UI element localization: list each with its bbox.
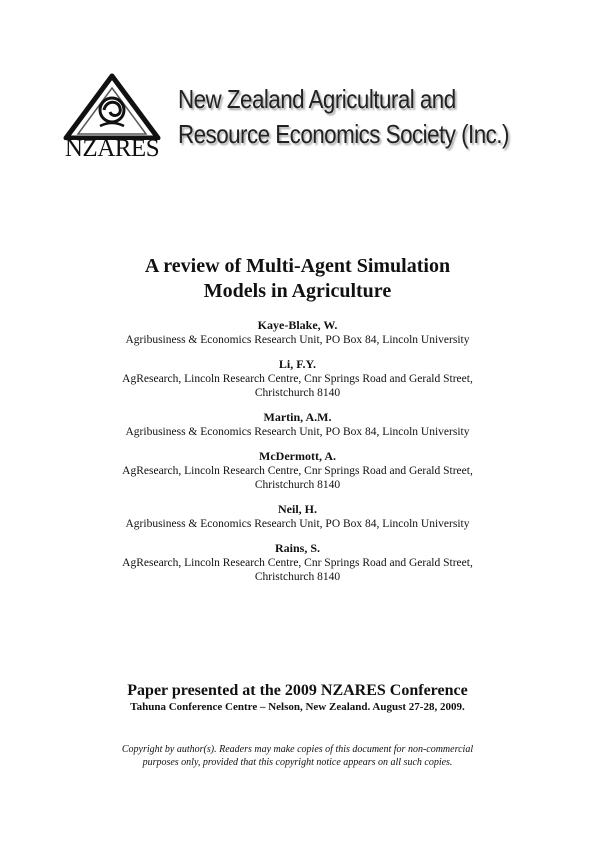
- paper-title-line2: Models in Agriculture: [203, 280, 392, 302]
- society-name-line2: Resource Economics Society (Inc.): [178, 119, 509, 149]
- logo-text: NZARES: [64, 135, 160, 162]
- author-affiliation: AgResearch, Lincoln Research Centre, Cnr Springs Road and Gerald Street, Christchurch 8140: [122, 465, 473, 491]
- paper-title: [0, 254, 595, 304]
- society-name: [178, 82, 513, 152]
- author-affiliation: Agribusiness & Economics Research Unit, PO Box 84, Lincoln University: [125, 426, 470, 438]
- author-name: Rains, S.: [274, 541, 321, 555]
- author-name: Li, F.Y.: [278, 357, 317, 371]
- conference-info: [0, 681, 595, 714]
- copyright-line1: Copyright by author(s). Readers may make copies of this document for non-commercial: [121, 744, 474, 755]
- author-name: Neil, H.: [278, 502, 317, 516]
- author-entry: [0, 502, 595, 531]
- author-name: Kaye-Blake, W.: [257, 318, 338, 332]
- author-affiliation: AgResearch, Lincoln Research Centre, Cnr Springs Road and Gerald Street, Christchurch 8140: [122, 373, 473, 399]
- author-name: Martin, A.M.: [263, 410, 332, 424]
- author-list: [0, 318, 595, 594]
- author-entry: [0, 410, 595, 439]
- author-name: McDermott, A.: [259, 449, 336, 463]
- society-name-line1: New Zealand Agricultural and: [178, 84, 456, 114]
- paper-title-line1: A review of Multi-Agent Simulation: [144, 255, 451, 277]
- triangle-emblem-icon: [60, 70, 164, 140]
- conference-details: Tahuna Conference Centre – Nelson, New Zealand. August 27-28, 2009.: [130, 701, 465, 713]
- nzares-logo: [60, 70, 164, 162]
- author-entry: [0, 541, 595, 584]
- copyright-notice: [0, 743, 595, 769]
- conference-title: Paper presented at the 2009 NZARES Conference: [127, 682, 468, 699]
- author-affiliation: Agribusiness & Economics Research Unit, PO Box 84, Lincoln University: [125, 334, 470, 346]
- copyright-line2: purposes only, provided that this copyright notice appears on all such copies.: [142, 757, 453, 768]
- author-affiliation: AgResearch, Lincoln Research Centre, Cnr Springs Road and Gerald Street, Christchurch 8140: [122, 557, 473, 583]
- author-entry: [0, 357, 595, 400]
- author-affiliation: Agribusiness & Economics Research Unit, PO Box 84, Lincoln University: [125, 518, 470, 530]
- author-entry: [0, 318, 595, 347]
- header: [60, 70, 560, 165]
- author-entry: [0, 449, 595, 492]
